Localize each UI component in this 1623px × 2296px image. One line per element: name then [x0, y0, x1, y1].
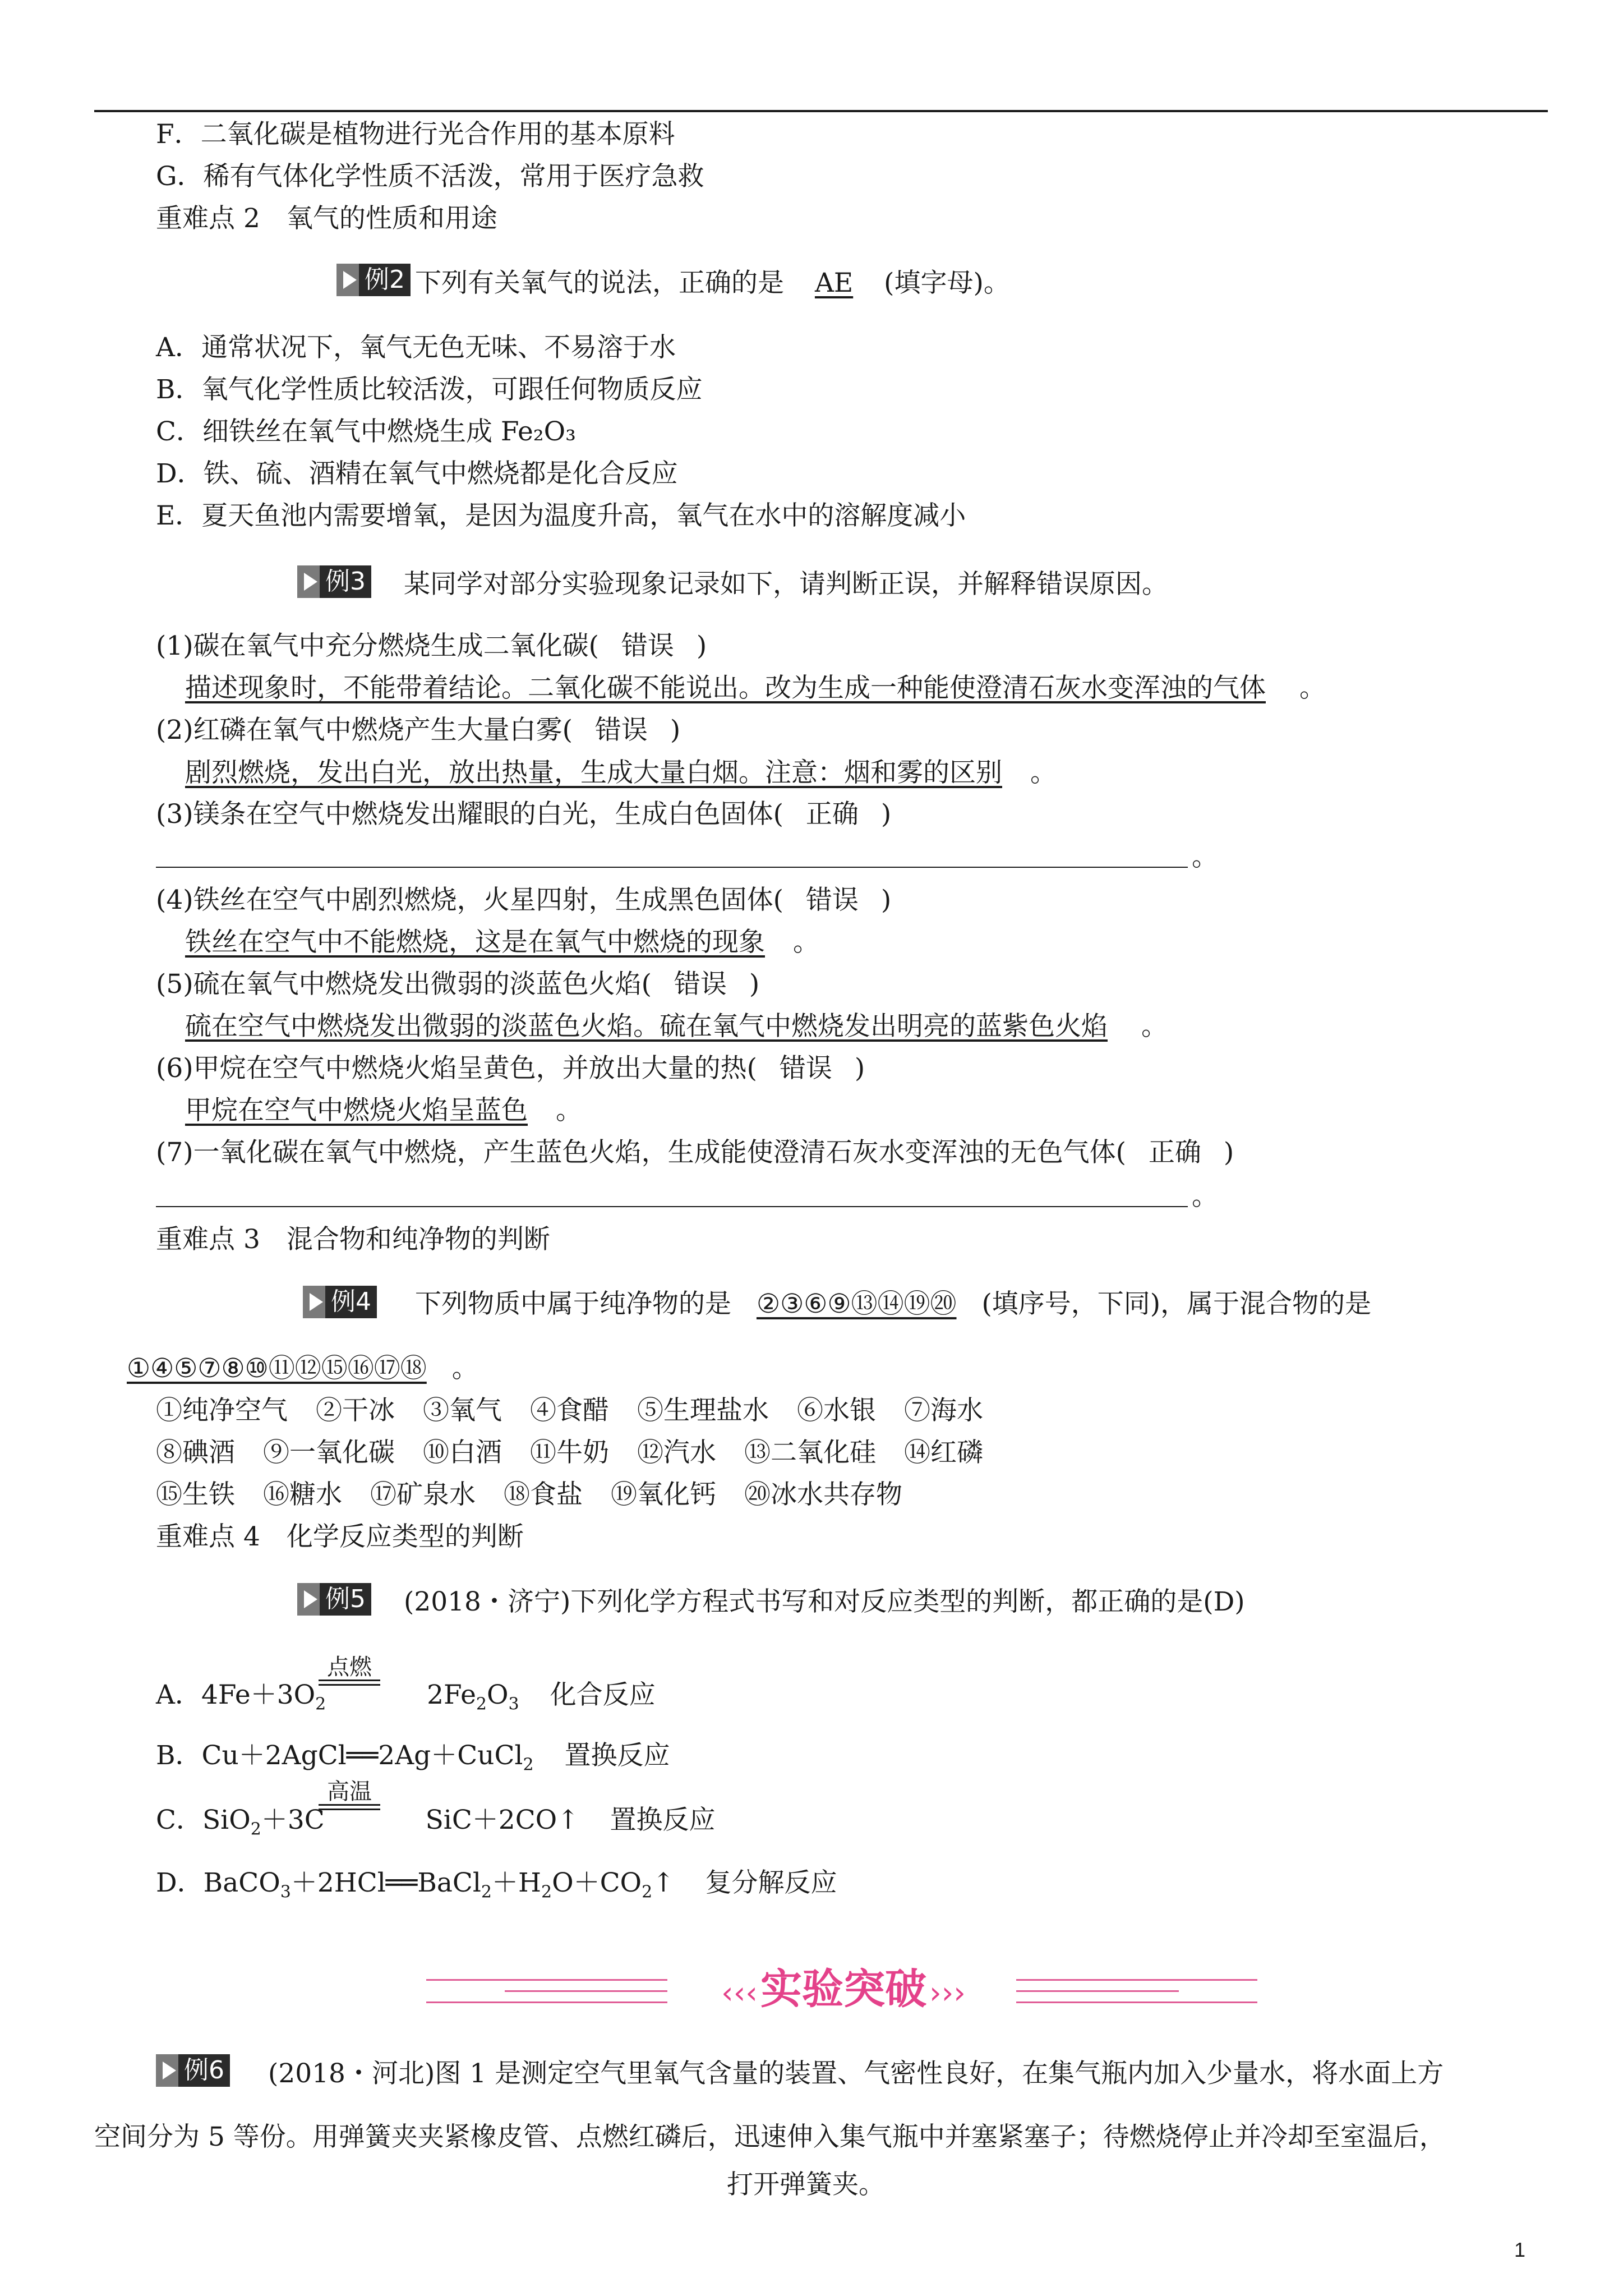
ex2-option-b: B．氧气化学性质比较活泼，可跟任何物质反应 — [156, 374, 703, 405]
ex3-item-6: (6)甲烷在空气中燃烧火焰呈黄色，并放出大量的热( 错误 ) — [156, 1053, 865, 1084]
ex3-item-7: (7)一氧化碳在氧气中燃烧，产生蓝色火焰，生成能使澄清石灰水变浑浊的无色气体( 正确 ) — [156, 1137, 1234, 1168]
ex3-reason-6: 甲烷在空气中燃烧火焰呈蓝色 。 — [185, 1095, 582, 1126]
option-g: G．稀有气体化学性质不活泼，常用于医疗急救 — [156, 161, 704, 192]
example-6-badge: 例6 — [156, 2054, 230, 2087]
section-heading-3: 重难点 3 混合物和纯净物的判断 — [156, 1224, 550, 1255]
example-2-question: 下列有关氧气的说法，正确的是 AE (填字母)。 — [415, 268, 1010, 298]
chevrons-right-icon: ››› — [929, 1975, 966, 2010]
ex3-reason-1: 描述现象时，不能带着结论。二氧化碳不能说出。改为生成一种能使澄清石灰水变浑浊的气体 。 — [185, 673, 1326, 703]
ex5-a-reaction-condition: 点燃 — [319, 1655, 380, 1686]
ex3-item-3: (3)镁条在空气中燃烧发出耀眼的白光，生成白色固体( 正确 ) — [156, 799, 892, 830]
ex3-blank-line-3 — [156, 867, 1188, 868]
example-4-badge: 例4 — [303, 1286, 377, 1318]
example-4-answer-mixture-line: ①④⑤⑦⑧⑩⑪⑫⑮⑯⑰⑱ 。 — [94, 1352, 478, 1386]
section-heading-2: 重难点 2 氧气的性质和用途 — [156, 203, 497, 234]
ex3-blank-line-7 — [156, 1206, 1188, 1207]
ex4-row-2: ⑧碘酒 ⑨一氧化碳 ⑩白酒 ⑪牛奶 ⑫汽水 ⑬二氧化硅 ⑭红磷 — [156, 1437, 983, 1468]
ex6-line-3: 打开弹簧夹。 — [727, 2169, 885, 2200]
example-3-badge: 例3 — [297, 565, 371, 598]
ex4-row-3: ⑮生铁 ⑯糖水 ⑰矿泉水 ⑱食盐 ⑲氧化钙 ⑳冰水共存物 — [156, 1479, 902, 1510]
ex3-item-2: (2)红磷在氧气中燃烧产生大量白雾( 错误 ) — [156, 715, 681, 746]
banner-rule-left-2 — [505, 1990, 667, 1992]
ex3-item-4: (4)铁丝在空气中剧烈燃烧，火星四射，生成黑色固体( 错误 ) — [156, 885, 892, 915]
ex6-line-2: 空间分为 5 等份。用弹簧夹夹紧橡皮管、点燃红磷后，迅速伸入集气瓶中并塞紧塞子；待燃烧停止并冷却至室温后， — [94, 2122, 1446, 2152]
play-triangle-icon — [163, 2062, 176, 2079]
header-rule — [94, 110, 1548, 112]
example-5-badge: 例5 — [297, 1583, 371, 1616]
ex3-reason-5: 硫在空气中燃烧发出微弱的淡蓝色火焰。硫在氧气中燃烧发出明亮的蓝紫色火焰 。 — [185, 1011, 1168, 1042]
ex3-end-3: 。 — [1192, 841, 1218, 872]
ex3-item-1: (1)碳在氧气中充分燃烧生成二氧化碳( 错误 ) — [156, 631, 707, 661]
chevrons-left-icon: ‹‹‹ — [721, 1975, 758, 2010]
ex3-reason-4: 铁丝在空气中不能燃烧，这是在氧气中燃烧的现象 。 — [185, 927, 819, 958]
example-5-question: (2018・济宁)下列化学方程式书写和对反应类型的判断，都正确的是(D) — [404, 1586, 1245, 1617]
play-triangle-icon — [343, 271, 357, 289]
ex3-item-5: (5)硫在氧气中燃烧发出微弱的淡蓝色火焰( 错误 ) — [156, 969, 760, 1000]
ex2-option-d: D．铁、硫、酒精在氧气中燃烧都是化合反应 — [156, 458, 678, 489]
play-triangle-icon — [304, 573, 317, 591]
page-number: 1 — [1514, 2238, 1526, 2261]
ex6-line-1: (2018・河北)图 1 是测定空气里氧气含量的装置、气密性良好，在集气瓶内加入少量水，将水面上方 — [268, 2058, 1444, 2089]
ex2-option-c: C．细铁丝在氧气中燃烧生成 Fe₂O₃ — [156, 416, 576, 447]
play-triangle-icon — [310, 1293, 323, 1311]
ex2-option-e: E．夏天鱼池内需要增氧，是因为温度升高，氧气在水中的溶解度减小 — [156, 500, 966, 531]
banner-rule-right-1 — [1016, 1979, 1257, 1981]
option-f: F．二氧化碳是植物进行光合作用的基本原料 — [156, 119, 675, 150]
example-3-question: 某同学对部分实验现象记录如下，请判断正误，并解释错误原因。 — [404, 569, 1168, 600]
ex5-c-reaction-condition: 高温 — [319, 1779, 380, 1810]
ex4-row-1: ①纯净空气 ②干冰 ③氧气 ④食醋 ⑤生理盐水 ⑥水银 ⑦海水 — [156, 1395, 983, 1426]
banner-rule-right-2 — [1016, 1990, 1179, 1992]
example-2-answer: AE — [814, 268, 854, 298]
section-banner — [675, 1962, 1012, 2016]
ex3-end-7: 。 — [1192, 1181, 1218, 1212]
section-heading-4: 重难点 4 化学反应类型的判断 — [156, 1521, 524, 1552]
ex5-option-d: D．$BaCO_3+2HCl══BaCl_2+H_2O+CO_2↑$ 复分解反应 — [156, 1867, 837, 1902]
example-4-answer-pure: ②③⑥⑨⑬⑭⑲⑳ — [756, 1289, 957, 1319]
ex2-option-a: A．通常状况下，氧气无色无味、不易溶于水 — [156, 332, 676, 363]
ex5-option-b: B．Cu＋2AgCl══2Ag＋CuCl$_2$ 置换反应 — [156, 1740, 670, 1775]
banner-title: 实验突破 — [760, 1965, 926, 2013]
example-2-badge: 例2 — [336, 264, 411, 296]
banner-rule-left-3 — [426, 2001, 667, 2003]
play-triangle-icon — [304, 1590, 317, 1608]
ex5-option-c: C．SiO$_2$＋3C SiC＋2CO↑ 置换反应 — [156, 1805, 716, 1839]
ex5-option-a: A．$4Fe+3O_2$ $2Fe_2O_3$ 化合反应 — [156, 1680, 656, 1714]
example-4-question: 下列物质中属于纯净物的是 ②③⑥⑨⑬⑭⑲⑳ (填序号，下同)，属于混合物的是 — [415, 1289, 1372, 1319]
banner-rule-right-3 — [1016, 2001, 1257, 2003]
example-4-answer-mix: ①④⑤⑦⑧⑩⑪⑫⑮⑯⑰⑱ — [127, 1353, 427, 1384]
ex3-reason-2: 剧烈燃烧，发出白光，放出热量，生成大量白烟。注意：烟和雾的区别 。 — [185, 757, 1057, 788]
banner-rule-left-1 — [426, 1979, 667, 1981]
